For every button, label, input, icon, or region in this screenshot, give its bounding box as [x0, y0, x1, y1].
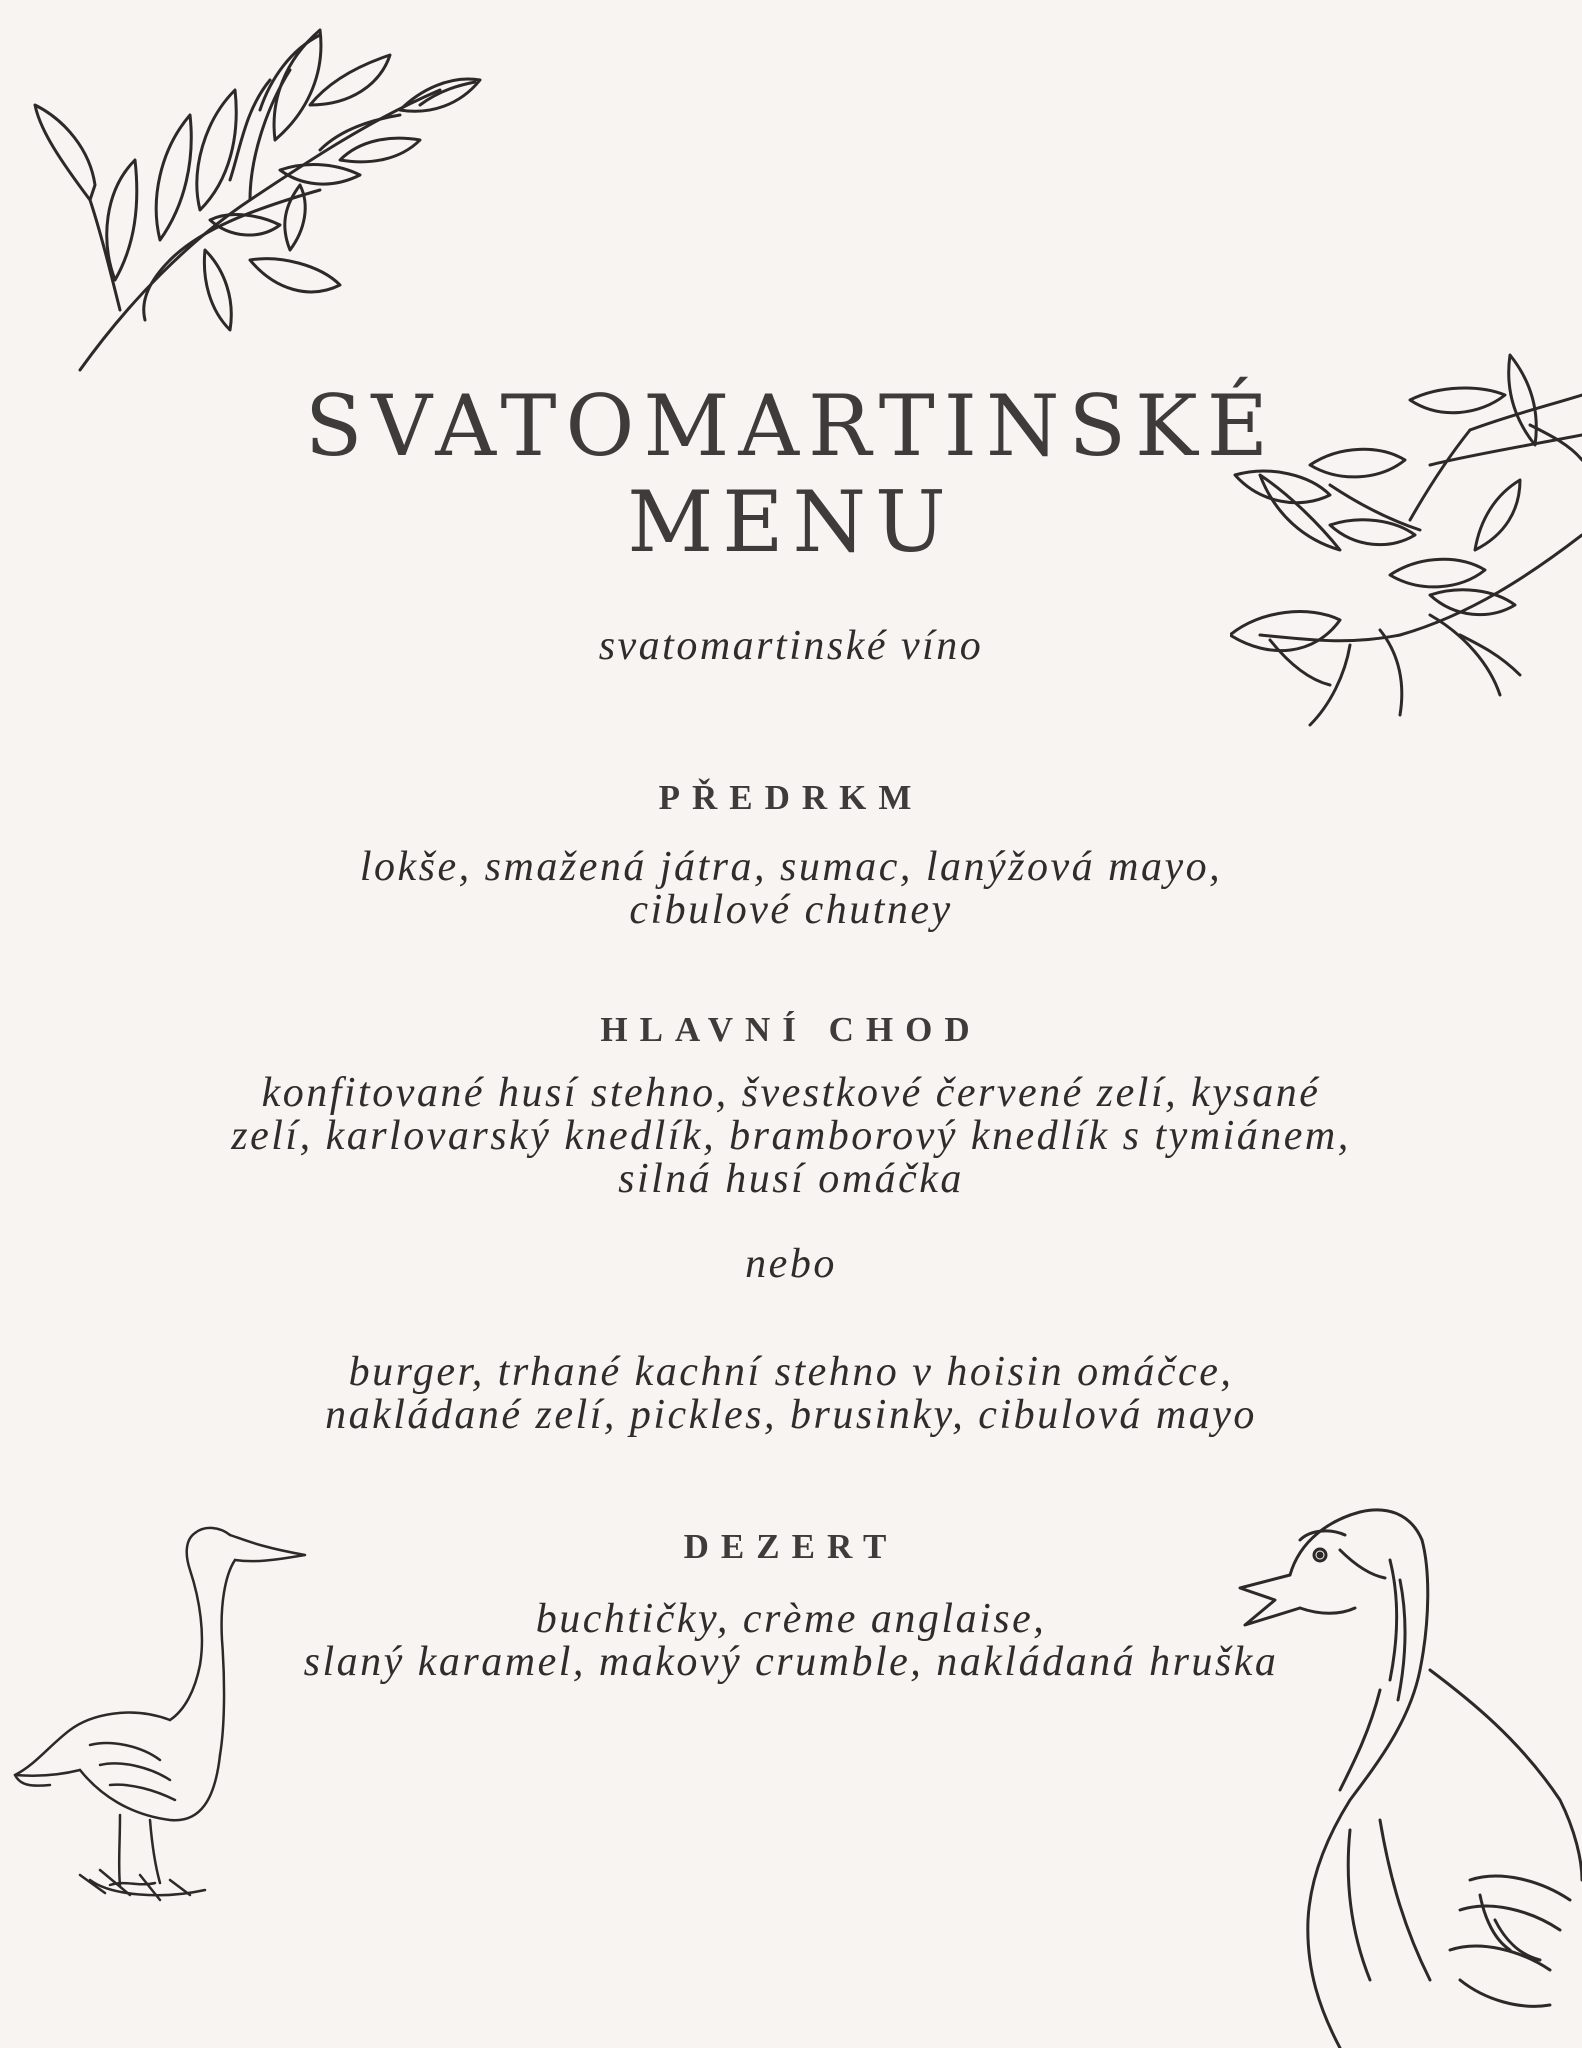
goose-head-icon: [1230, 1500, 1582, 2048]
main-option-1-line-2: zelí, karlovarský knedlík, bramborový knedlík s tymiánem,: [231, 1113, 1351, 1159]
main-option-1-description: [0, 1072, 1582, 1201]
menu-title-line-2: MENU: [627, 473, 955, 571]
or-text: nebo: [745, 1241, 837, 1287]
main-course-section: [0, 1010, 1582, 1050]
main-course-option-1: [0, 1072, 1582, 1201]
starter-line-1: lokše, smažená játra, sumac, lanýžová mayo,: [359, 844, 1223, 890]
leaf-branch-top-left-icon: [20, 10, 500, 380]
menu-title-line-1: SVATOMARTINSKÉ: [304, 377, 1278, 475]
main-course-heading: HLAVNÍ CHOD: [600, 1010, 982, 1049]
main-option-2-line-1: burger, trhané kachní stehno v hoisin omáčce,: [348, 1349, 1234, 1395]
starter-section: [0, 778, 1582, 818]
main-option-2-line-2: nakládané zelí, pickles, brusinky, cibulová mayo: [325, 1392, 1257, 1438]
starter-items: [0, 846, 1582, 932]
main-course-option-2: [0, 1351, 1582, 1437]
starter-heading: PŘEDRKM: [658, 778, 924, 817]
goose-standing-icon: [10, 1515, 315, 1905]
dessert-line-2: slaný karamel, makový crumble, nakládaná hruška: [303, 1639, 1279, 1685]
dessert-section: [0, 1527, 1582, 1567]
main-option-1-line-1: konfitované husí stehno, švestkové červené zelí, kysané: [261, 1070, 1321, 1116]
dessert-line-1: buchtičky, crème anglaise,: [535, 1596, 1047, 1642]
menu-title: [0, 378, 1582, 570]
dessert-items: [0, 1598, 1582, 1684]
wine-section: [0, 625, 1582, 668]
dessert-heading: DEZERT: [683, 1527, 899, 1566]
wine-text: svatomartinské víno: [598, 623, 984, 669]
dessert-description: [0, 1598, 1582, 1684]
starter-description: [0, 846, 1582, 932]
main-option-2-description: [0, 1351, 1582, 1437]
main-course-or: [0, 1243, 1582, 1286]
main-option-1-line-3: silná husí omáčka: [618, 1156, 964, 1202]
starter-line-2: cibulové chutney: [629, 887, 953, 933]
